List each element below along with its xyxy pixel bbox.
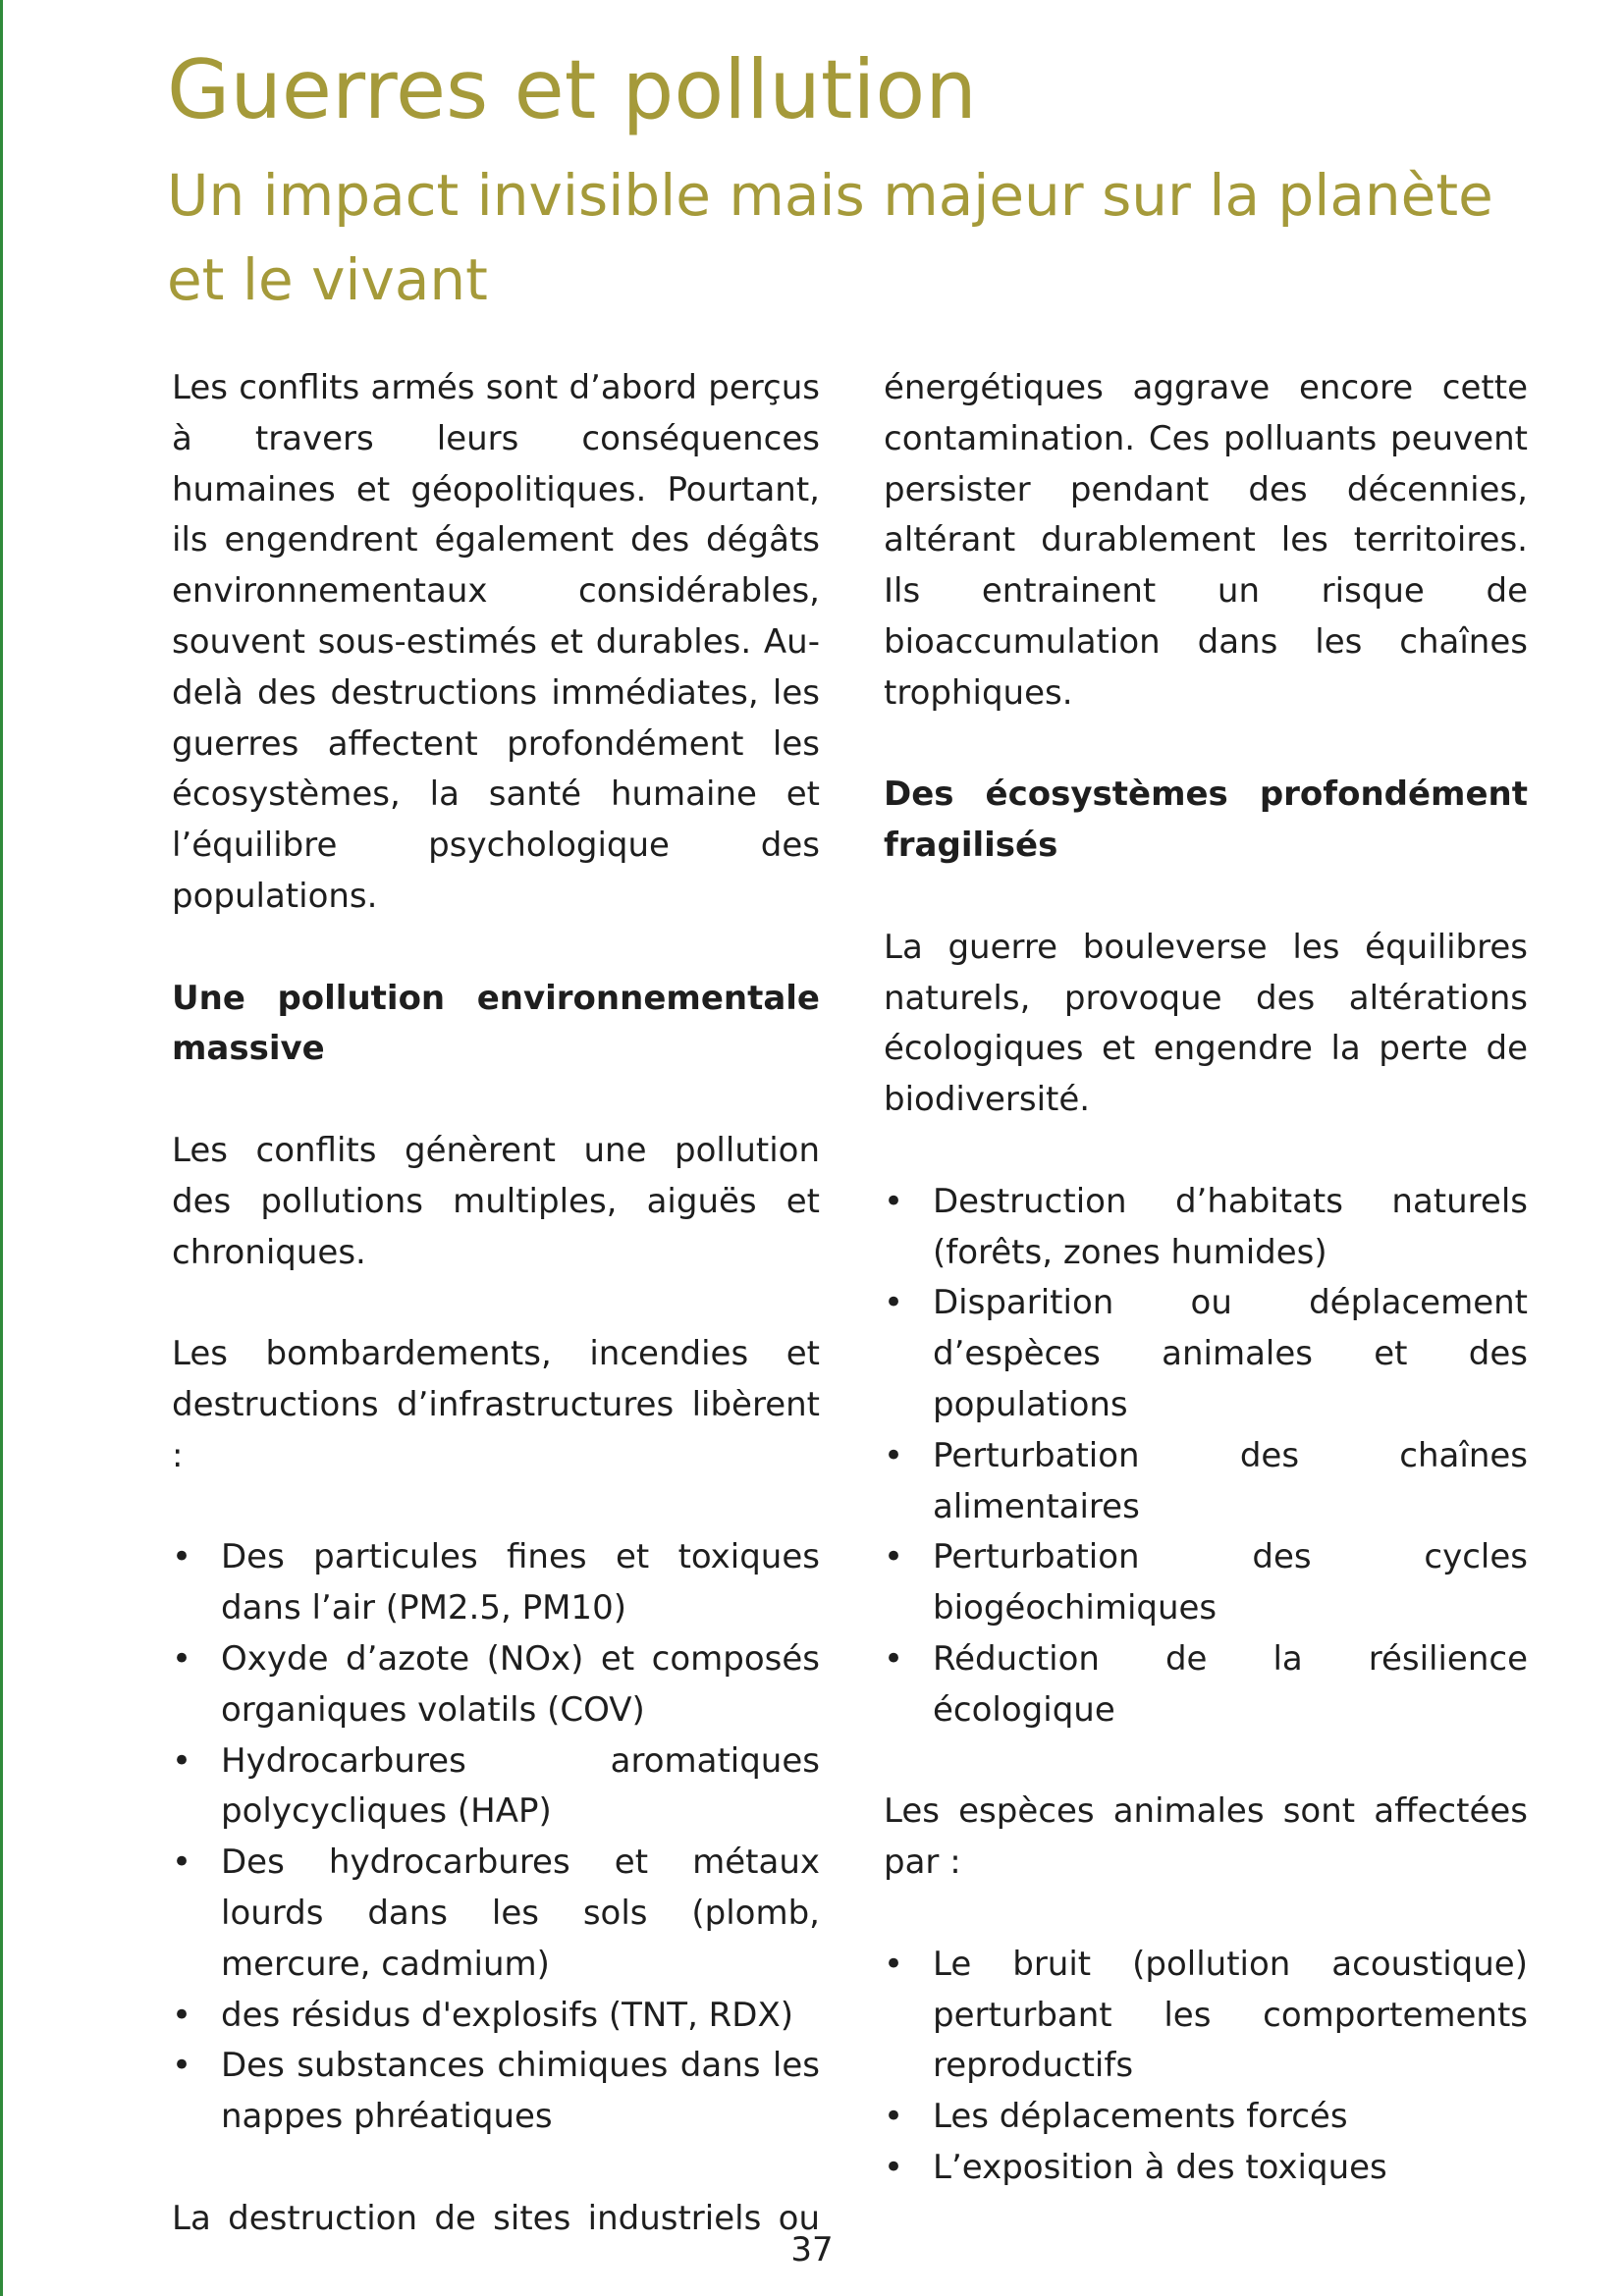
section-heading-ecosystems: Des écosystèmes profondément fragilisés [884, 774, 1528, 866]
list-item: • Réduction de la résilience écologique [884, 1634, 1528, 1736]
page-subtitle: Un impact invisible mais majeur sur la planète et le vivant [167, 162, 1493, 313]
section-heading-pollution: Une pollution environnementale massive [172, 978, 820, 1069]
bullet-icon: • [884, 1537, 904, 1577]
left-column [172, 363, 820, 2244]
bullet-icon: • [884, 1638, 904, 1679]
right-column [884, 363, 1528, 2194]
bullet-icon: • [172, 1995, 192, 2035]
bullet-icon: • [172, 1740, 192, 1781]
bullet-icon: • [172, 1537, 192, 1577]
bullet-icon: • [172, 1842, 192, 1883]
intro-paragraph: Les conflits armés sont d’abord perçus à travers leurs conséquences humaines et géopolitiques. Pourtant, ils engendrent également des dégâts environnementaux considérables, souvent sous-estimés et durables. Au-delà des destructions immédiates, les guerres affectent profondément les écosystèmes, la santé humaine et l’équilibre psychologique des populations. [172, 368, 820, 916]
list-item: • Des hydrocarbures et métaux lourds dans les sols (plomb, mercure, cadmium) [172, 1838, 820, 1990]
animal-impacts-list [884, 1940, 1528, 2194]
bullet-icon: • [884, 1181, 904, 1221]
bullet-icon: • [884, 1283, 904, 1323]
list-item: • Hydrocarbures aromatiques polycycliques (HAP) [172, 1736, 820, 1839]
ecosystem-impacts-list [884, 1177, 1528, 1736]
paragraph: Les bombardements, incendies et destructions d’infrastructures libèrent : [172, 1334, 820, 1475]
bullet-icon: • [172, 1638, 192, 1679]
list-item: • Les déplacements forcés [884, 2092, 1528, 2143]
paragraph: Les conflits génèrent une pollution des pollutions multiples, aiguës et chroniques. [172, 1130, 820, 1272]
bullet-icon: • [884, 1944, 904, 1984]
list-item: • Des particules fines et toxiques dans l’air (PM2.5, PM10) [172, 1532, 820, 1634]
page-edge-stripe [0, 0, 3, 2296]
list-item: • Oxyde d’azote (NOx) et composés organiques volatils (COV) [172, 1634, 820, 1736]
paragraph: énergétiques aggrave encore cette contamination. Ces polluants peuvent persister pendant des décennies, altérant durablement les territoires. Ils entrainent un risque de bioaccumulation dans les chaînes trophiques. [884, 368, 1528, 713]
pollutants-list [172, 1532, 820, 2143]
list-item: • Perturbation des cycles biogéochimiques [884, 1532, 1528, 1634]
list-item: • Destruction d’habitats naturels (forêts, zones humides) [884, 1177, 1528, 1279]
bullet-icon: • [884, 2097, 904, 2137]
list-item: • Le bruit (pollution acoustique) perturbant les comportements reproductifs [884, 1940, 1528, 2092]
list-item: • L’exposition à des toxiques [884, 2143, 1528, 2194]
list-item: • Perturbation des chaînes alimentaires [884, 1431, 1528, 1533]
paragraph: La destruction de sites industriels ou [172, 2198, 820, 2238]
bullet-icon: • [884, 2147, 904, 2187]
bullet-icon: • [172, 2046, 192, 2086]
page-number: 37 [790, 2230, 834, 2269]
list-item: • des résidus d'explosifs (TNT, RDX) [172, 1991, 820, 2042]
paragraph: Les espèces animales sont affectées par : [884, 1791, 1528, 1883]
list-item: • Des substances chimiques dans les nappes phréatiques [172, 2041, 820, 2143]
page-title: Guerres et pollution [167, 42, 977, 137]
paragraph: La guerre bouleverse les équilibres naturels, provoque des altérations écologiques et engendre la perte de biodiversité. [884, 927, 1528, 1120]
list-item: • Disparition ou déplacement d’espèces animales et des populations [884, 1278, 1528, 1430]
bullet-icon: • [884, 1435, 904, 1475]
